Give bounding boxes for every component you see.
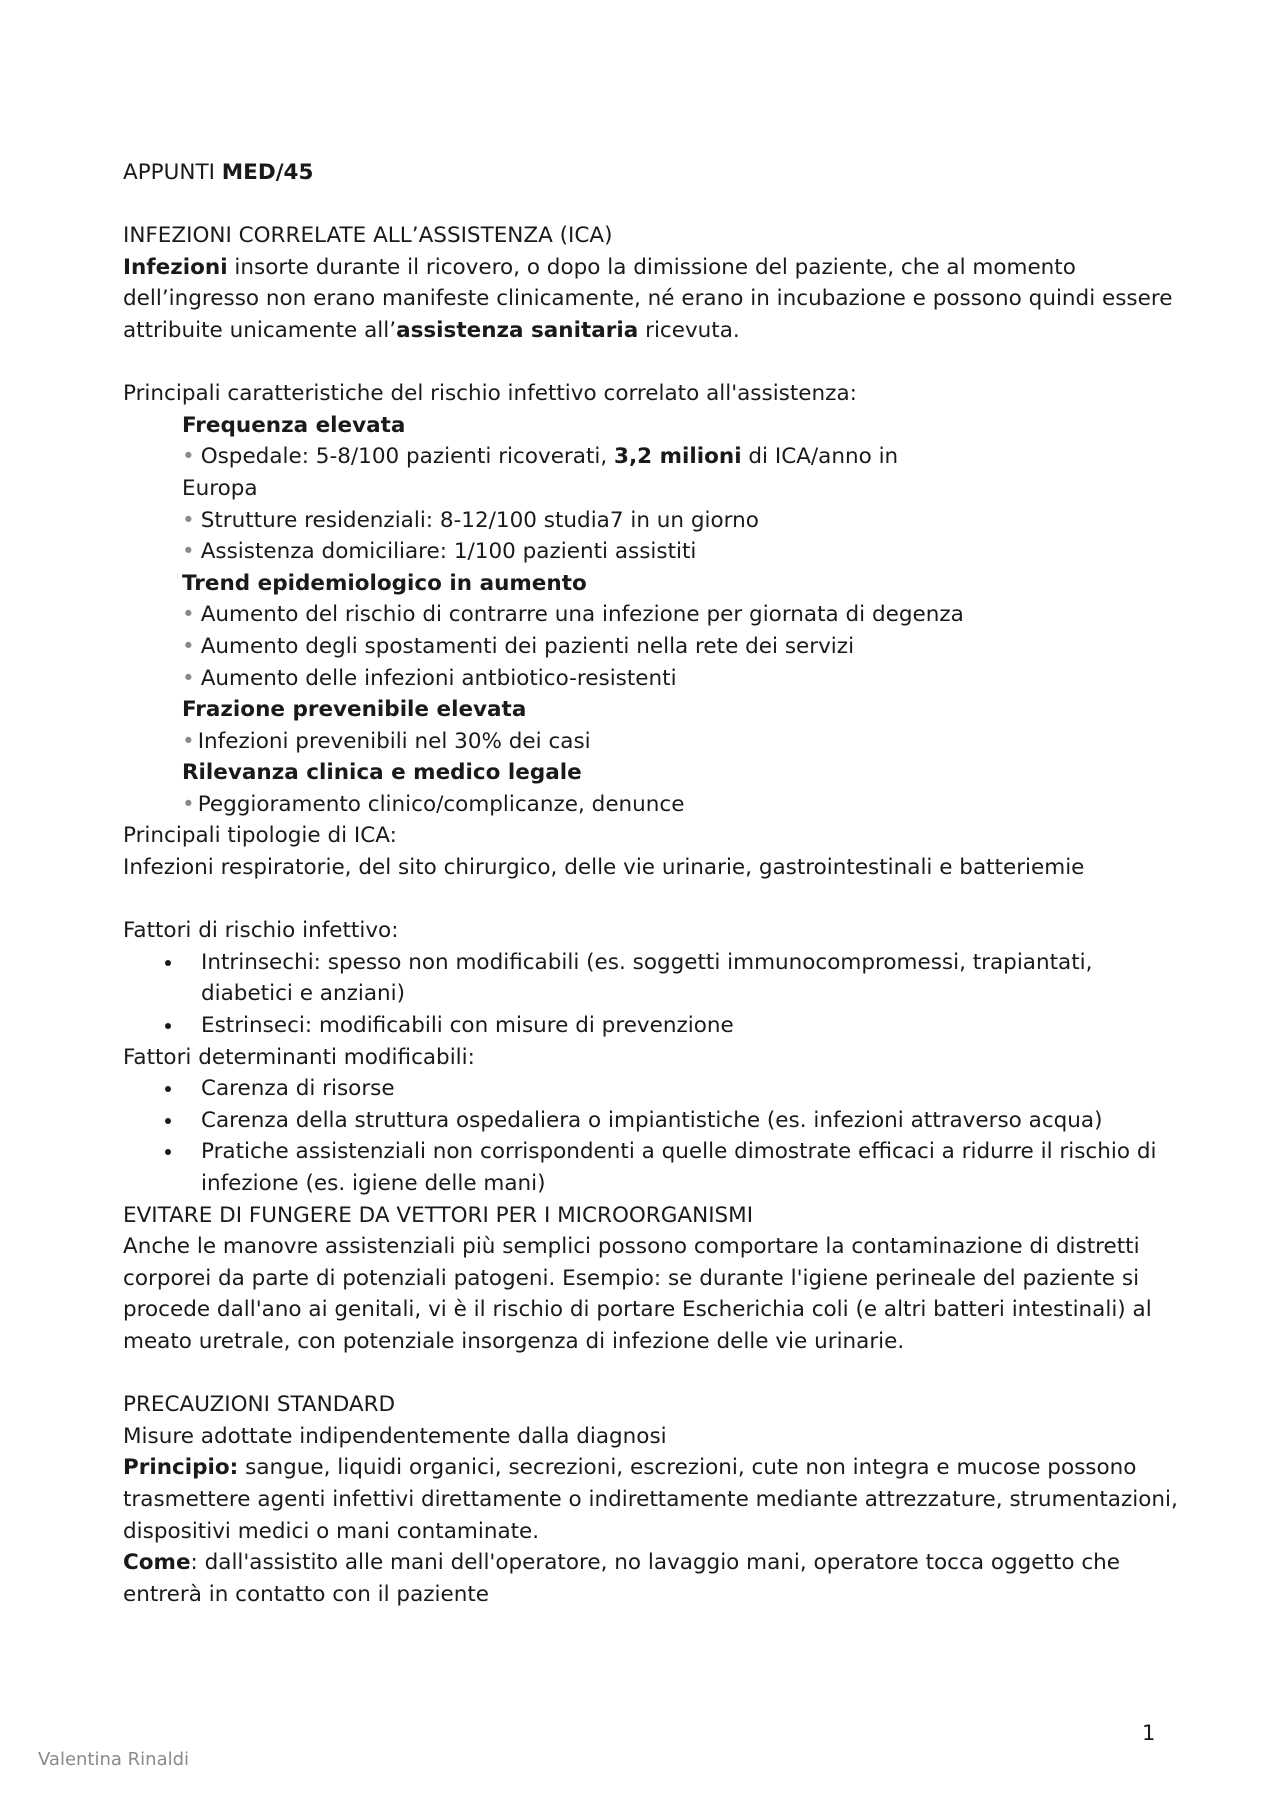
bullet-icon: • — [182, 444, 195, 470]
how-text: entrerà in contatto con il paziente — [123, 1581, 490, 1607]
vectors-text: meato uretrale, con potenziale insorgenza di infezione delle vie urinarie. — [123, 1328, 905, 1354]
bullet-icon: • — [182, 728, 195, 754]
list-item: • Aumento delle infezioni antbiotico-resistenti — [182, 665, 677, 691]
list-item: • Peggioramento clinico/complicanze, denunce — [182, 791, 685, 817]
relevance-subheading: Rilevanza clinica e medico legale — [182, 760, 582, 786]
page-number: 1 — [1142, 1721, 1156, 1745]
principle-text: dispositivi medici o mani contaminate. — [123, 1518, 540, 1544]
how-text: Come: dall'assistito alle mani dell'operatore, no lavaggio mani, operatore tocca oggetto che — [123, 1550, 1121, 1576]
document-body — [123, 157, 1183, 1610]
list-item: • Strutture residenziali: 8-12/100 studia7 in un giorno — [182, 507, 759, 533]
vectors-text: Anche le manovre assistenziali più semplici possono comportare la contaminazione di distretti — [123, 1234, 1140, 1260]
list-item: • Aumento degli spostamenti dei pazienti nella rete dei servizi — [182, 633, 855, 659]
list-item: • Assistenza domiciliare: 1/100 pazienti assistiti — [182, 539, 697, 565]
frequency-subheading: Frequenza elevata — [182, 412, 406, 438]
principle-text: trasmettere agenti infettivi direttamente o indirettamente mediante attrezzature, strumentazioni, — [123, 1486, 1178, 1512]
list-item: Carenza di risorse — [123, 1073, 1183, 1105]
list-item: • Ospedale: 5-8/100 pazienti ricoverati, 3,2 milioni di ICA/anno in — [182, 444, 899, 470]
list-item-continuation: infezione (es. igiene delle mani) — [201, 1171, 546, 1196]
list-item-continuation: Europa — [182, 475, 258, 501]
bullet-icon: • — [182, 791, 195, 817]
standard-precautions-subtitle: Misure adottate indipendentemente dalla diagnosi — [123, 1423, 667, 1449]
author-name: Valentina Rinaldi — [38, 1749, 190, 1770]
list-item: • Infezioni prevenibili nel 30% dei casi — [182, 728, 591, 754]
list-item: • Aumento del rischio di contrarre una infezione per giornata di degenza — [182, 602, 964, 628]
vectors-text: procede dall'ano ai genitali, vi è il rischio di portare Escherichia coli (e altri batteri intestinali) al — [123, 1297, 1152, 1323]
list-item: Estrinseci: modificabili con misure di prevenzione — [123, 1010, 1183, 1042]
list-item: Intrinsechi: spesso non modificabili (es. soggetti immunocompromessi, trapiantati, — [123, 947, 1183, 979]
preventable-subheading: Frazione prevenibile elevata — [182, 697, 527, 723]
risk-intro: Principali caratteristiche del rischio infettivo correlato all'assistenza: — [123, 381, 857, 407]
bullet-icon: • — [182, 602, 195, 628]
ica-definition-line: attribuite unicamente all’assistenza sanitaria ricevuta. — [123, 317, 740, 343]
ica-definition-line: Infezioni insorte durante il ricovero, o dopo la dimissione del paziente, che al momento — [123, 254, 1076, 280]
list-item-continuation: diabetici e anziani) — [201, 981, 405, 1007]
bullet-icon: • — [182, 539, 195, 565]
ica-heading: INFEZIONI CORRELATE ALL’ASSISTENZA (ICA) — [123, 223, 613, 249]
bullet-icon: • — [182, 665, 195, 691]
determinants-heading: Fattori determinanti modificabili: — [123, 1044, 475, 1070]
trend-subheading: Trend epidemiologico in aumento — [182, 570, 587, 596]
ica-types-text: Infezioni respiratorie, del sito chirurgico, delle vie urinarie, gastrointestinali e batteriemie — [123, 855, 1085, 881]
risk-factors-heading: Fattori di rischio infettivo: — [123, 918, 399, 944]
list-item: Carenza della struttura ospedaliera o impiantistiche (es. infezioni attraverso acqua) — [123, 1105, 1183, 1137]
vectors-heading: EVITARE DI FUNGERE DA VETTORI PER I MICROORGANISMI — [123, 1202, 754, 1228]
vectors-text: corporei da parte di potenziali patogeni. Esempio: se durante l'igiene perineale del paziente si — [123, 1265, 1140, 1291]
ica-definition-line: dell’ingresso non erano manifeste clinicamente, né erano in incubazione e possono quindi essere — [123, 286, 1173, 312]
list-item: Pratiche assistenziali non corrispondenti a quelle dimostrate efficaci a ridurre il rischio di — [123, 1136, 1183, 1168]
bullet-icon: • — [182, 507, 195, 533]
document-title: APPUNTI MED/45 — [123, 160, 314, 185]
bullet-icon: • — [182, 633, 195, 659]
principle-text: Principio: sangue, liquidi organici, secrezioni, escrezioni, cute non integra e mucose possono — [123, 1455, 1137, 1481]
standard-precautions-heading: PRECAUZIONI STANDARD — [123, 1392, 396, 1418]
ica-types-heading: Principali tipologie di ICA: — [123, 823, 397, 849]
